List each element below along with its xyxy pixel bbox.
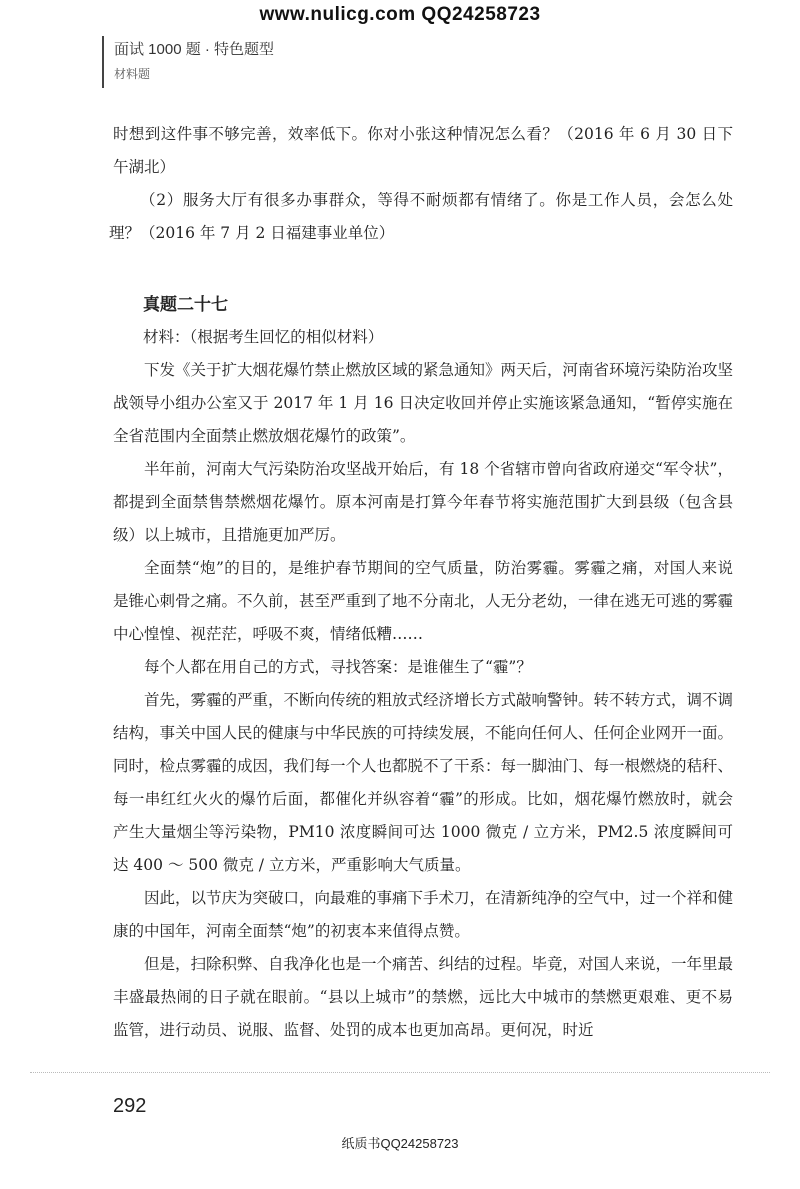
body-paragraph: 首先，雾霾的严重，不断向传统的粗放式经济增长方式敲响警钟。转不转方式，调不调结构，事关中国人民的健康与中华民族的可持续发展，不能向任何人、任何企业网开一面。同时，检点雾霾的成因，我们每一个人也都脱不了干系：每一脚油门、每一根燃烧的秸秆、每一串红红火火的爆竹后面，都催化并纵容着“霾”的形成。比如，烟花爆竹燃放时，就会产生大量烟尘等污染物，PM10 浓度瞬间可达 1000 微克 / 立方米，PM2.5 浓度瞬间可达 400 ～ 500 微克 / 立方米，严重影响大气质量。 bbox=[113, 691, 734, 874]
body-paragraph: 但是，扫除积弊、自我净化也是一个痛苦、纠结的过程。毕竟，对国人来说，一年里最丰盛最热闹的日子就在眼前。“县以上城市”的禁燃，远比大中城市的禁燃更艰难、更不易监管，进行动员、说服、监督、处罚的成本也更加高昂。更何况，时近 bbox=[113, 955, 734, 1039]
bottom-watermark: 纸质书QQ24258723 bbox=[341, 1136, 459, 1151]
page-number: 292 bbox=[113, 1095, 147, 1117]
body-paragraph: 全面禁“炮”的目的，是维护春节期间的空气质量，防治雾霾。雾霾之痛，对国人来说是锥心刺骨之痛。不久前，甚至严重到了地不分南北，人无分老幼，一律在逃无可逃的雾霾中心惶惶、视茫茫，呼吸不爽，情绪低糟…… bbox=[113, 559, 734, 643]
body-paragraph: 因此，以节庆为突破口，向最难的事痛下手术刀，在清新纯净的空气中，过一个祥和健康的中国年，河南全面禁“炮”的初衷本来值得点赞。 bbox=[113, 889, 734, 940]
body-paragraph: 半年前，河南大气污染防治攻坚战开始后，有 18 个省辖市曾向省政府递交“军令状”，都提到全面禁售禁燃烟花爆竹。原本河南是打算今年春节将实施范围扩大到县级（包含县级）以上城市，且措施更加严厉。 bbox=[113, 460, 733, 544]
section-title: 真题二十七 bbox=[143, 295, 228, 314]
body-paragraph: 时想到这件事不够完善，效率低下。你对小张这种情况怎么看？（2016 年 6 月 30 日下午湖北） bbox=[113, 125, 733, 176]
page-body bbox=[109, 118, 734, 1047]
body-paragraph: （2）服务大厅有很多办事群众，等得不耐烦都有情绪了。你是工作人员，会怎么处理？（2016 年 7 月 2 日福建事业单位） bbox=[109, 191, 733, 242]
body-paragraph: 每个人都在用自己的方式，寻找答案：是谁催生了“霾”？ bbox=[144, 658, 532, 676]
top-watermark: www.nulicg.com QQ24258723 bbox=[259, 4, 541, 25]
body-paragraph: 下发《关于扩大烟花爆竹禁止燃放区域的紧急通知》两天后，河南省环境污染防治攻坚战领导小组办公室又于 2017 年 1 月 16 日决定收回并停止实施该紧急通知，“暂停实施在全省范围内全面禁止燃放烟花爆竹的政策”。 bbox=[113, 361, 734, 445]
running-header bbox=[102, 36, 274, 88]
material-label: 材料：（根据考生回忆的相似材料） bbox=[143, 328, 384, 346]
book-series-title: 面试 1000 题 · 特色题型 bbox=[114, 41, 275, 58]
footer-divider bbox=[30, 1072, 770, 1073]
chapter-subtitle: 材料题 bbox=[114, 67, 151, 81]
